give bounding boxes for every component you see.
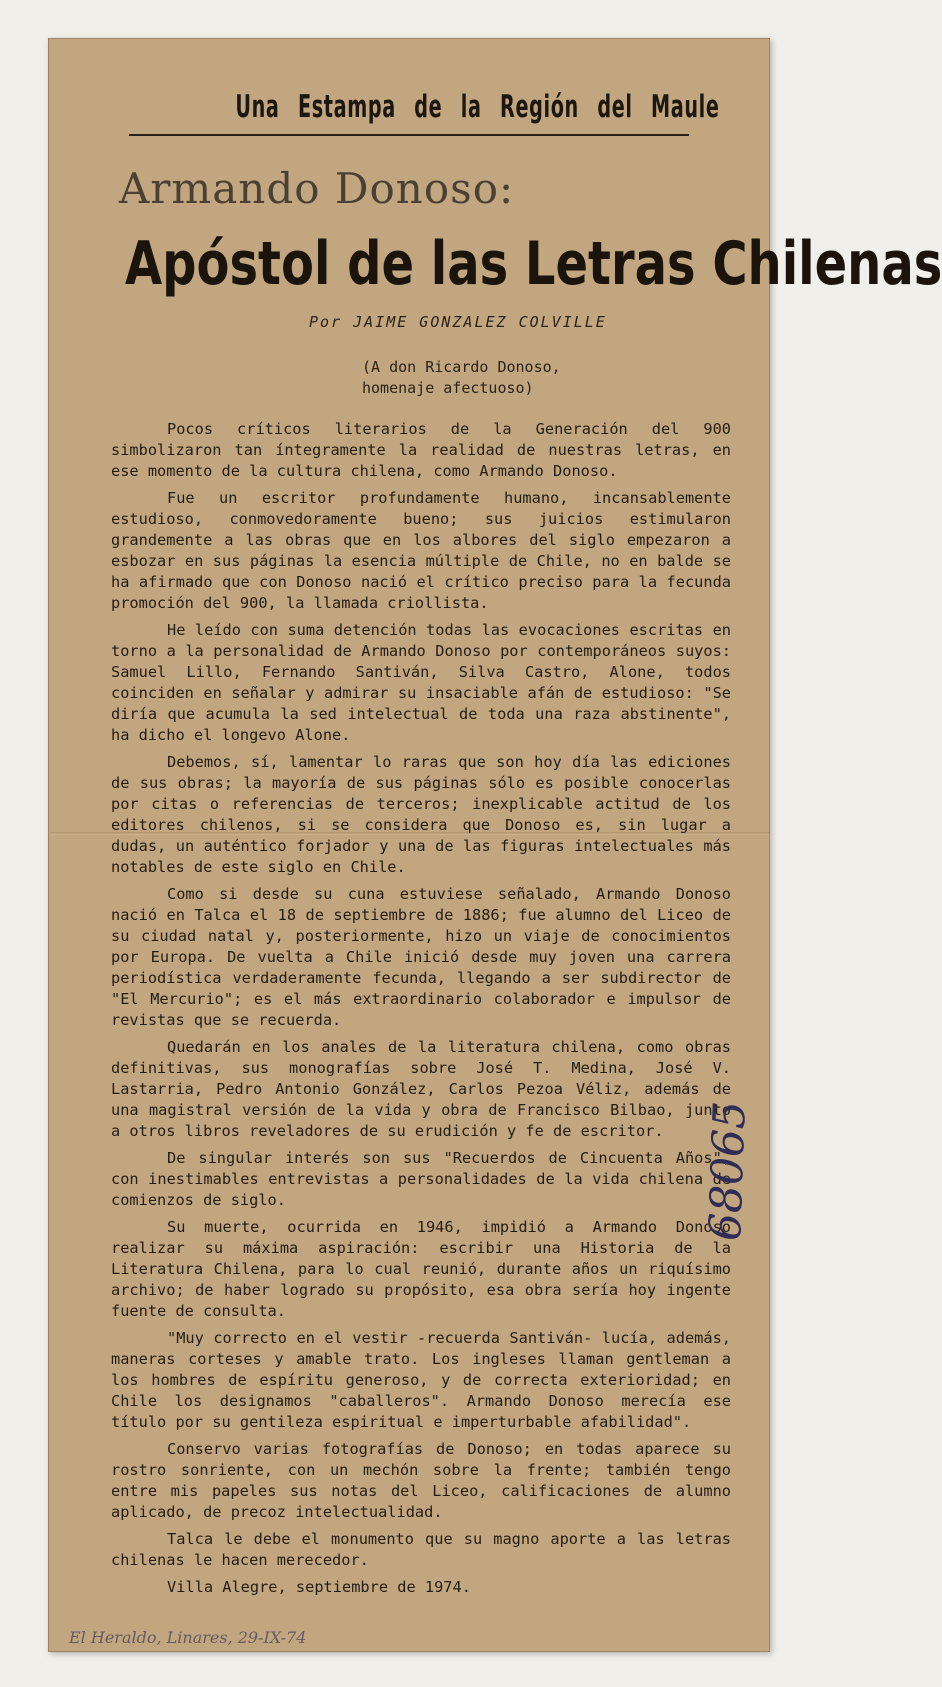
paragraph: Pocos críticos literarios de la Generación del 900 simbolizaron tan íntegramente la realidad de nuestras letras, en ese momento de la cultura chilena, como Armando Donoso. — [111, 420, 731, 480]
paragraph: "Muy correcto en el vestir -recuerda Santiván- lucía, además, maneras corteses y amable trato. Los ingleses llaman gentleman a los hombres de espíritu generoso, y de correcta exterioridad; en Chile los designamos "caballeros". Armando Donoso merecía ese título por su gentileza espiritual e imperturbable afabilidad". — [111, 1329, 731, 1431]
archive-number: 68065 — [700, 1100, 756, 1242]
article-body — [111, 419, 731, 1604]
paragraph: Debemos, sí, lamentar lo raras que son hoy día las ediciones de sus obras; la mayoría de sus páginas sólo es posible conocerlas por citas o referencias de terceros; inexplicable actitud de los editores chilenos, si se considera que Donoso es, sin lugar a dudas, un auténtico forjador y una de las figuras intelectuales más notables de este siglo en Chile. — [111, 753, 731, 876]
paragraph: Su muerte, ocurrida en 1946, impidió a Armando Donoso realizar su máxima aspiración: escribir una Historia de la Literatura Chilena, para lo cual reunió, durante años un riquísimo archivo; de haber logrado su propósito, esa obra sería hoy ingente fuente de consulta. — [111, 1218, 731, 1320]
paragraph: Fue un escritor profundamente humano, incansablemente estudioso, conmovedoramente bueno; sus juicios estimularon grandemente a las obras que en los albores del siglo empezaron a esbozar en sus páginas la esencia múltiple de Chile, no en balde se ha afirmado que con Donoso nació el crítico preciso para la fecunda promoción del 900, la llamada criollista. — [111, 489, 731, 612]
kicker-rule — [129, 134, 689, 136]
byline: Por JAIME GONZALEZ COLVILLE — [309, 313, 607, 331]
paragraph: Quedarán en los anales de la literatura chilena, como obras definitivas, sus monografías sobre José T. Medina, José V. Lastarria, Pedro Antonio González, Carlos Pezoa Véliz, además de una magistral versión de la vida y obra de Francisco Bilbao, junto a otros libros reveladores de su erudición y fe de escritor. — [111, 1038, 731, 1140]
dedication: (A don Ricardo Donoso, homenaje afectuoso) — [362, 358, 561, 397]
paragraph: He leído con suma detención todas las evocaciones escritas en torno a la personalidad de Armando Donoso por contemporáneos suyos: Samuel Lillo, Fernando Santiván, Silva Castro, Alone, todos coinciden en señalar y admirar su insaciable afán de estudioso: "Se diría que acumula la sed intelectual de toda una raza abstinente", ha dicho el longevo Alone. — [111, 621, 731, 744]
paragraph: De singular interés son sus "Recuerdos de Cincuenta Años", con inestimables entrevistas a personalidades de la vida chilena de comienzos de siglo. — [111, 1149, 731, 1209]
article-subject-name: Armando Donoso: — [119, 164, 515, 213]
paragraph: Como si desde su cuna estuviese señalado, Armando Donoso nació en Talca el 18 de septiembre de 1886; fue alumno del Liceo de su ciudad natal y, posteriormente, hizo un viaje de conocimientos por Europa. De vuelta a Chile inició desde muy joven una carrera periodística verdaderamente fecunda, llegando a ser subdirector de "El Mercurio"; es el más extraordinario colaborador e impulsor de revistas que se recuerda. — [111, 885, 731, 1029]
paragraph: Conservo varias fotografías de Donoso; en todas aparece su rostro sonriente, con un mechón sobre la frente; también tengo entre mis papeles sus notas del Liceo, calificaciones de alumno aplicado, de precoz intelectualidad. — [111, 1440, 731, 1521]
paragraph: Talca le debe el monumento que su magno aporte a las letras chilenas le hacen merecedor. — [111, 1530, 731, 1569]
newspaper-clipping — [48, 38, 942, 1652]
article-headline: Apóstol de las Letras Chilenas — [125, 229, 942, 299]
kicker-heading: Una Estampa de la Región del Maule — [235, 89, 720, 125]
closing-place-date: Villa Alegre, septiembre de 1974. — [167, 1578, 471, 1596]
handwritten-source-note: El Heraldo, Linares, 29-IX-74 — [69, 1628, 307, 1647]
